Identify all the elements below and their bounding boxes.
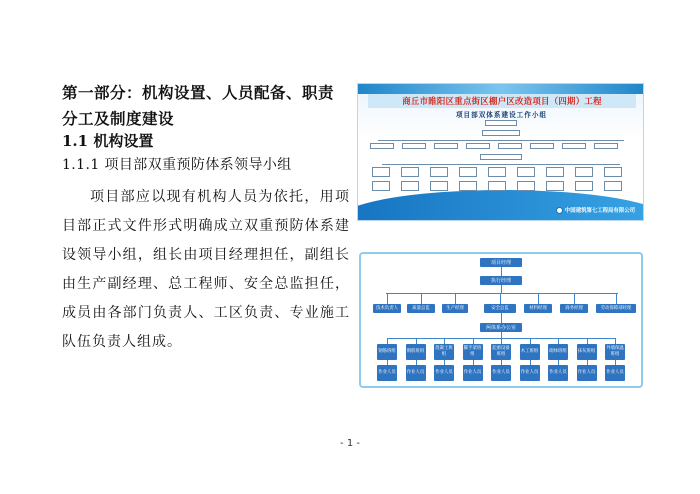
banner-mini-node xyxy=(370,143,394,149)
banner-mini-node xyxy=(546,181,564,191)
orgchart-figure xyxy=(359,252,643,388)
org-node-team: 钢筋班组 xyxy=(377,344,397,360)
banner-mini-connector xyxy=(382,164,620,165)
connector xyxy=(574,293,575,304)
connector xyxy=(500,293,501,304)
banner-mini-node xyxy=(517,167,535,177)
org-node-department: 劳动保障部经理 xyxy=(596,304,636,313)
banner-mini-node xyxy=(372,167,390,177)
org-node-team: 木工班组 xyxy=(520,344,540,360)
banner-title: 商丘市睢阳区重点街区棚户区改造项目（四期）工程 xyxy=(368,94,636,108)
company-name: 中国建筑第七工程局有限公司 xyxy=(564,208,635,214)
org-node-project-manager: 项目经理 xyxy=(480,258,522,267)
banner-mini-node xyxy=(480,154,522,160)
banner-mini-node xyxy=(517,181,535,191)
org-node-workers: 作业人员 xyxy=(548,365,568,381)
org-node-office: 两体系办公室 xyxy=(480,323,522,332)
org-node-executive-manager: 执行经理 xyxy=(480,276,522,285)
banner-mini-node xyxy=(485,120,517,126)
connector xyxy=(616,293,617,304)
section-heading: 第一部分：机构设置、人员配备、职责分工及制度建设 xyxy=(62,83,335,128)
org-node-department: 材料经理 xyxy=(524,304,552,313)
banner-mini-node xyxy=(402,143,426,149)
org-node-department: 技术负责人 xyxy=(373,304,401,313)
org-node-team: 砌体班组 xyxy=(548,344,568,360)
org-node-workers: 作业人员 xyxy=(463,365,483,381)
org-node-department: 质量总监 xyxy=(407,304,435,313)
org-node-team: 起重设备班组 xyxy=(491,344,511,360)
banner-mini-node xyxy=(575,167,593,177)
banner-mini-node xyxy=(401,167,419,177)
banner-mini-node xyxy=(546,167,564,177)
banner-subtitle: 项目部双体系建设工作小组 xyxy=(455,111,548,119)
org-node-team: 混凝土班组 xyxy=(434,344,454,360)
connector xyxy=(538,293,539,304)
banner-mini-node xyxy=(604,181,622,191)
project-banner-image xyxy=(357,83,644,221)
banner-mini-connector xyxy=(378,140,624,141)
banner-mini-node xyxy=(466,143,490,149)
banner-mini-node xyxy=(459,167,477,177)
banner-mini-node xyxy=(530,143,554,149)
body-paragraph: 项目部应以现有机构人员为依托，用项目部正式文件形式明确成立双重预防体系建设领导小组，组长由项目经理担任，副组长由生产副经理、总工程师、安全总监担任，成员由各部门负责人、工区负责、专业施工队伍负责人组成。 xyxy=(62,189,350,350)
banner-mini-node xyxy=(372,181,390,191)
org-node-workers: 作业人员 xyxy=(520,365,540,381)
org-node-workers: 作业人员 xyxy=(605,365,625,381)
connector xyxy=(501,285,502,293)
banner-mini-node xyxy=(482,130,520,136)
org-node-department: 安全总监 xyxy=(484,304,516,313)
subsubsection-heading: 1.1.1 项目部双重预防体系领导小组 xyxy=(62,157,292,173)
org-node-department: 商务经理 xyxy=(560,304,588,313)
org-node-workers: 作业人员 xyxy=(577,365,597,381)
org-node-workers: 作业人员 xyxy=(434,365,454,381)
banner-mini-node xyxy=(434,143,458,149)
banner-mini-node xyxy=(430,167,448,177)
connector xyxy=(501,267,502,276)
company-logo-icon xyxy=(556,207,563,214)
company-logo xyxy=(556,206,635,214)
banner-mini-node xyxy=(488,167,506,177)
connector xyxy=(388,338,616,339)
connector xyxy=(421,293,422,304)
org-node-team: 抹灰班组 xyxy=(577,344,597,360)
banner-mini-node xyxy=(498,143,522,149)
subsection-heading: 1.1 机构设置 xyxy=(62,132,154,150)
banner-mini-node xyxy=(488,181,506,191)
banner-mini-node xyxy=(459,181,477,191)
banner-mini-node xyxy=(575,181,593,191)
banner-mini-node xyxy=(604,167,622,177)
org-node-team: 脚手架班组 xyxy=(463,344,483,360)
banner-mini-node xyxy=(594,143,618,149)
org-node-workers: 作业人员 xyxy=(491,365,511,381)
connector xyxy=(387,293,388,304)
org-node-department: 生产经理 xyxy=(442,304,468,313)
banner-mini-node xyxy=(430,181,448,191)
banner-mini-node xyxy=(562,143,586,149)
page-number: - 1 - xyxy=(340,438,360,449)
connector xyxy=(455,293,456,304)
org-node-workers: 作业人员 xyxy=(406,365,426,381)
org-node-team: 外墙保温班组 xyxy=(605,344,625,360)
banner-mini-node xyxy=(401,181,419,191)
org-node-team: 钢筋班组 xyxy=(406,344,426,360)
org-node-workers: 作业人员 xyxy=(377,365,397,381)
connector xyxy=(501,313,502,323)
